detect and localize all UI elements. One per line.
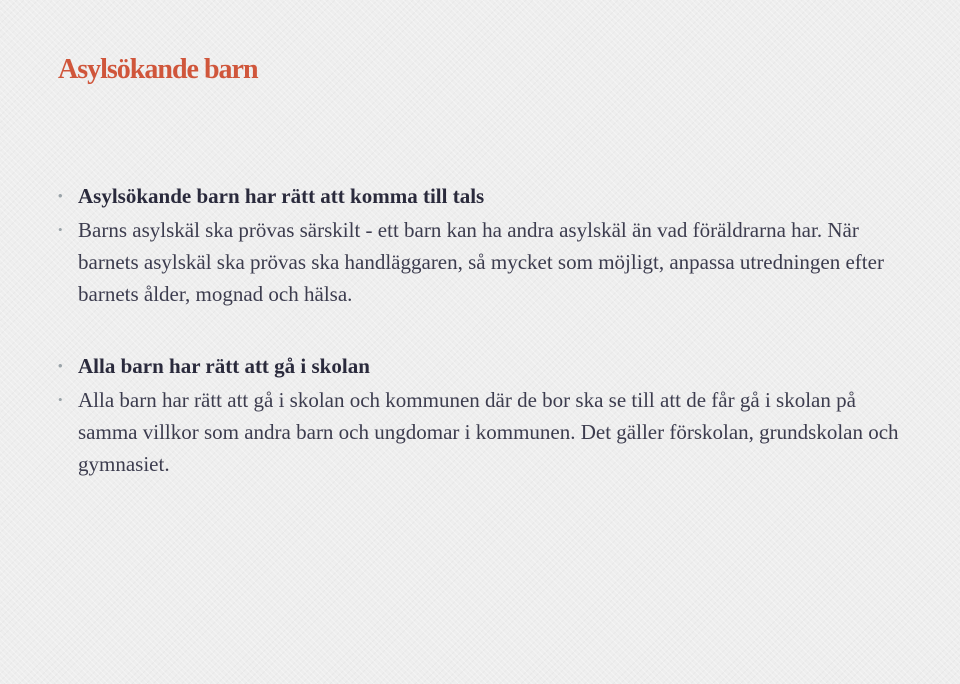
bullet-text: Alla barn har rätt att gå i skolan och kommunen där de bor ska se till att de får gå i skolan på samma villkor som andra barn och ungdomar i kommunen. Det gäller förskolan, grundskolan och gymnasiet.	[78, 388, 899, 476]
bullet-text: Asylsökande barn har rätt att komma till tals	[78, 184, 485, 208]
bullet-dot-icon: •	[58, 358, 63, 373]
bullet-item-heading	[56, 180, 916, 212]
bullet-text: Barns asylskäl ska prövas särskilt - ett barn kan ha andra asylskäl än vad föräldrarna har. När barnets asylskäl ska prövas ska handläggaren, så mycket som möjligt, anpassa utredningen efter barnets ålder, mognad och hälsa.	[78, 218, 884, 306]
slide-title: Asylsökande barn	[58, 54, 258, 85]
bullet-item	[56, 384, 916, 480]
bullet-dot-icon: •	[58, 188, 63, 203]
bullet-item	[56, 214, 916, 310]
bullet-dot-icon: •	[58, 392, 63, 407]
bullet-dot-icon: •	[58, 222, 63, 237]
bullet-item-heading	[56, 350, 916, 382]
bullet-list	[56, 180, 916, 480]
bullet-text: Alla barn har rätt att gå i skolan	[78, 354, 370, 378]
